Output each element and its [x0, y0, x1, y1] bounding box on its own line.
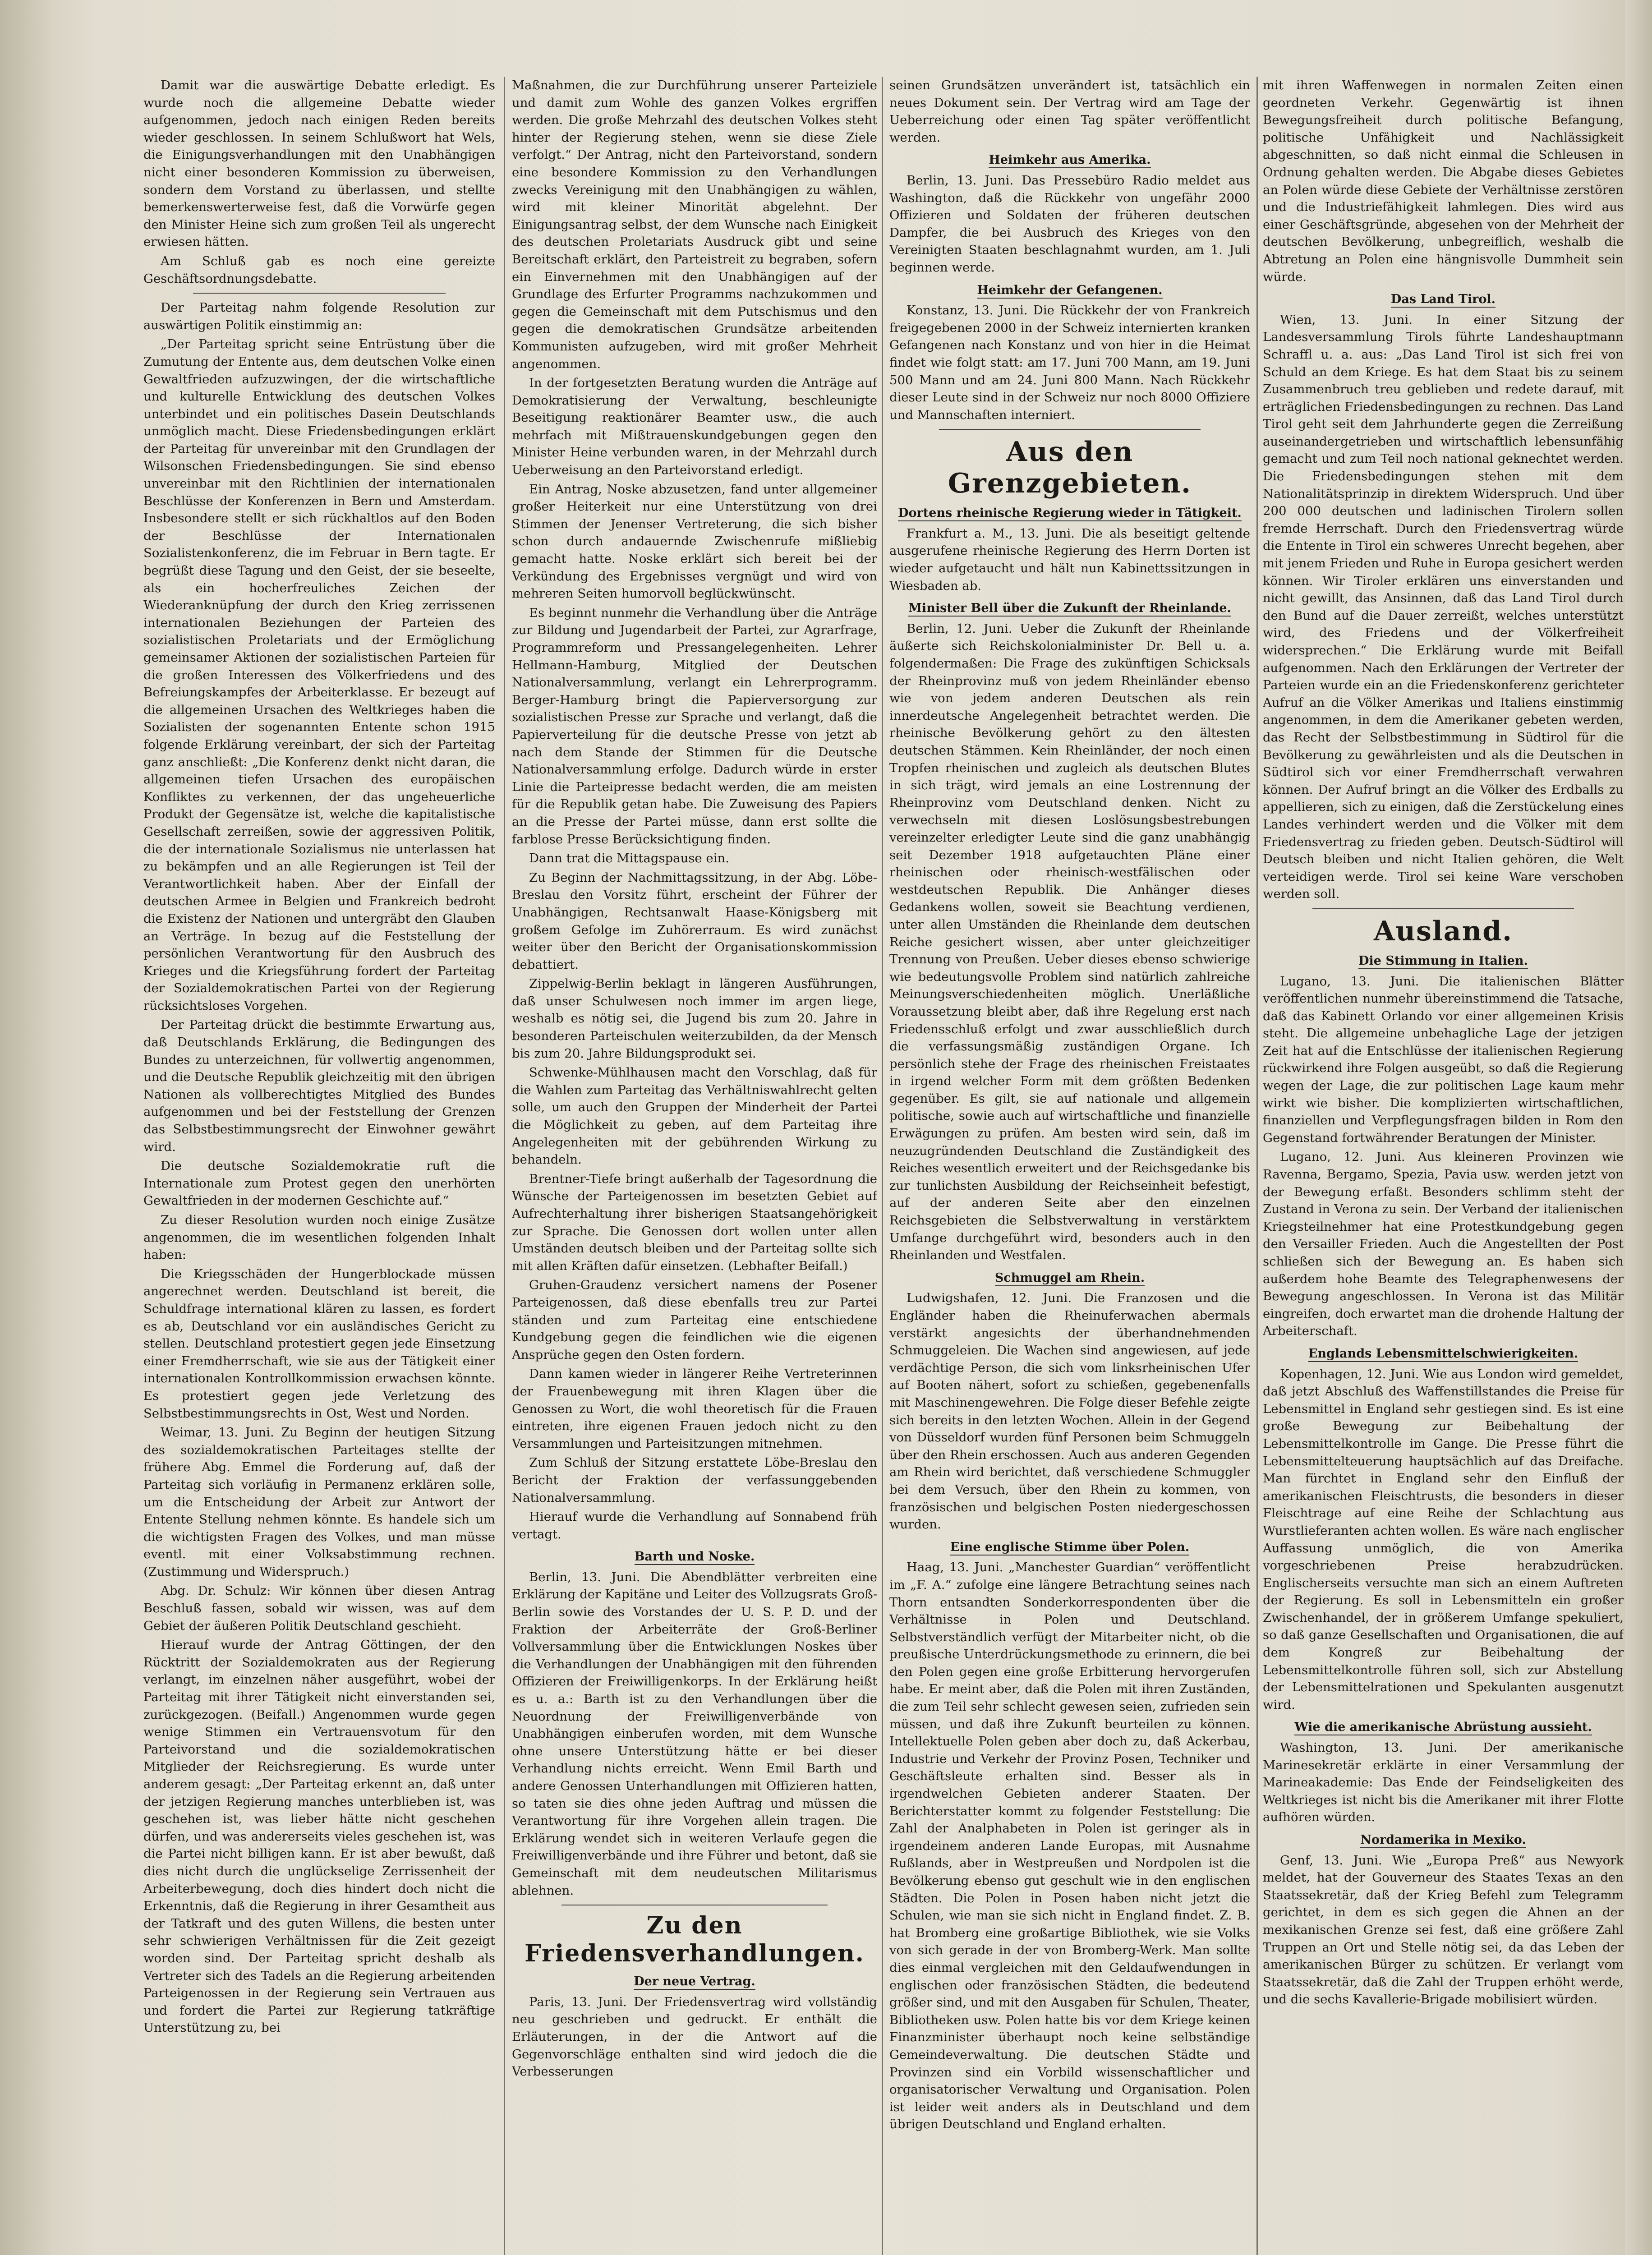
section-heading-text: Minister Bell über die Zukunft der Rheinlande. — [908, 601, 1231, 617]
paragraph: Konstanz, 13. Juni. Die Rückkehr der von Frankreich freigegebenen 2000 in der Schweiz internierten kranken Gefangenen nach Konstanz und von hier in die Heimat findet wie folgt statt: am 17. Juni 700 Mann, am 19. Juni 500 Mann und am 24. Juni 800 Mann. Nach Rückkehr dieser Leute sind in der Schweiz nur noch 8000 Offiziere und Mannschaften interniert. — [889, 303, 1250, 422]
paragraph: „Der Parteitag spricht seine Entrüstung über die Zumutung der Entente aus, dem deutschen Volke einen Gewaltfrieden aufzuzwingen, der die wirtschaftliche und kulturelle Entwicklung des deutschen Volkes unterbindet und ein politisches Dasein Deutschlands unmöglich macht. Diese Friedensbedingungen erklärt der Parteitag für unvereinbar mit den Grundlagen der Wilsonschen Friedensbedingungen. Sie sind ebenso unvereinbar mit den Richtlinien der internationalen Beschlüsse der Konferenzen in Bern und Amsterdam. Insbesondere stellt er sich rückhaltlos auf den Boden der Beschlüsse der Internationalen Sozialistenkonferenz, die im Februar in Bern tagte. Er begrüßt diese Tagung und den Geist, der sie beseelte, als ein hocherfreuliches Zeichen der Wiederanknüpfung der durch den Krieg zerrissenen internationalen Beziehungen der Parteien des sozialistischen Proletariats und der Ermöglichung gemeinsamer Aktionen der sozialistischen Parteien für die großen Interessen des Völkerfriedens und des Befreiungskampfes der Arbeiterklasse. Er bezeugt auf die allgemeinen Ursachen des Weltkrieges haben die Sozialisten der sogenannten Entente schon 1915 folgende Erklärung vereinbart, der sich der Parteitag ganz anschließt: „Die Konferenz denkt nicht daran, die allgemeinen tiefen Ursachen des europäischen Konfliktes zu verkennen, der das ungeheuerliche Produkt der Gegensätze ist, welche die kapitalistische Gesellschaft zerreißen, sowie der aggressiven Politik, die der internationale Sozialismus nie unterlassen hat zu bekämpfen und an alle Regierungen ist Teil der Verantwortlichkeit haben. Aber der Einfall der deutschen Armee in Belgien und Frankreich bedroht die Existenz der Nationen und untergräbt den Glauben an Verträge. In bezug auf die Feststellung der persönlichen Verantwortung für den Ausbruch des Krieges und die Kriegsführung fordert der Parteitag der Sozialdemokratischen Partei von der Regierung rücksichtsloses Vorgehen. — [143, 337, 495, 1013]
paragraph: Washington, 13. Juni. Der amerikanische Marinesekretär erklärte in einer Versammlung der Marineakademie: Das Ende der Feindseligkeiten des Weltkrieges ist nicht bis die Amerikaner mit ihrer Flotte aufhören würden. — [1263, 1740, 1624, 1825]
paragraph: Kopenhagen, 12. Juni. Wie aus London wird gemeldet, daß jetzt Abschluß des Waffenstillstandes die Preise für Lebensmittel in England sehr gestiegen sind. Es ist eine große Bewegung zur Beibehaltung der Lebensmittelkontrolle im Gange. Die Presse führt die Lebensmittelteuerung hauptsächlich auf das Dreifache. Man fürchtet in England sehr den Einfluß der amerikanischen Fleischtrusts, die besonders in dieser Fleischtrage auf eine Reihe der Schlachtung aus Wurstlieferanten achten wollen. Es wäre nach englischer Auffassung unmöglich, die von Amerika vorgeschriebenen Preise herabzudrücken. Englischerseits versuchte man sich an einem Auftreten der Regierung. Es soll in Lebensmitteln ein großer Zwischenhandel, der in größerem Umfange spekuliert, so daß ganze Gesellschaften und Organisationen, die auf dem Kongreß zur Beibehaltung der Lebensmittelkontrolle führen soll, sich zur Abstellung der Lebensmittelrationen und Spekulanten ausgenutzt wird. — [1263, 1367, 1624, 1712]
section-heading-text: Englands Lebensmittelschwierigkeiten. — [1308, 1347, 1578, 1362]
paragraph: Hierauf wurde die Verhandlung auf Sonnabend früh vertagt. — [512, 1509, 877, 1542]
column-rule — [882, 77, 883, 2255]
section-heading — [1263, 1832, 1624, 1849]
section-heading — [1263, 1719, 1624, 1736]
section-heading — [889, 1539, 1250, 1556]
section-heading-text: Heimkehr aus Amerika. — [989, 153, 1150, 168]
paragraph: Brentner-Tiefe bringt außerhalb der Tagesordnung die Wünsche der Parteigenossen im besetzten Gebiet auf Aufrechterhaltung ihrer bisherigen Staatsangehörigkeit zur Sprache. Die Genossen dort wollen unter allen Umständen deutsch bleiben und der Parteitag sollte sich mit allen Kräften dafür einsetzen. (Lebhafter Beifall.) — [512, 1171, 877, 1273]
paragraph: Zu dieser Resolution wurden noch einige Zusätze angenommen, die im wesentlichen folgenden Inhalt haben: — [143, 1213, 495, 1262]
section-heading-text: Der neue Vertrag. — [634, 1974, 755, 1990]
paragraph: Berlin, 13. Juni. Das Pressebüro Radio meldet aus Washington, daß die Rückkehr von ungefähr 2000 Offizieren und Soldaten der früheren deutschen Dampfer, die bei Ausbruch des Krieges von den Vereinigten Staaten beschlagnahmt wurden, am 1. Juli beginnen werde. — [889, 173, 1250, 275]
paragraph: Maßnahmen, die zur Durchführung unserer Parteiziele und damit zum Wohle des ganzen Volkes ergriffen werden. Die große Mehrzahl des deutschen Volkes steht hinter der Regierung stehen, wenn sie diese Ziele verfolgt.“ Der Antrag, nicht den Parteivorstand, sondern eine besondere Kommission zu den Verhandlungen zwecks Vereinigung mit den Unabhängigen zu wählen, wird mit kleiner Minorität abgelehnt. Der Einigungsantrag selbst, der dem Wunsche nach Einigkeit des deutschen Proletariats Ausdruck gibt und seine Bereitschaft erklärt, den Parteistreit zu begraben, sofern ein Einvernehmen mit den Unabhängigen auf der Grundlage des Erfurter Programms nachzukommen und gegen die Gemeinschaft mit dem Putschismus und den gegen die demokratischen Grundsätze arbeitenden Kommunisten aufzugeben, wird mit großer Mehrheit angenommen. — [512, 78, 877, 371]
paragraph: Die deutsche Sozialdemokratie ruft die Internationale zum Protest gegen den unerhörten Gewaltfrieden in der modernen Geschichte auf.“ — [143, 1159, 495, 1208]
paragraph: Zum Schluß der Sitzung erstattete Löbe-Breslau den Bericht der Fraktion der verfassunggebenden Nationalversammlung. — [512, 1455, 877, 1505]
paragraph: Berlin, 12. Juni. Ueber die Zukunft der Rheinlande äußerte sich Reichskolonialminister Dr. Bell u. a. folgendermaßen: Die Frage des zukünftigen Schicksals der Rheinprovinz muß von jedem Rheinländer ebenso wie von jedem anderen Deutschen als rein innerdeutsche Angelegenheit betrachtet werden. Die rheinische Bevölkerung gehört zu den ältesten deutschen Stämmen. Kein Rheinländer, der noch einen Tropfen rheinischen und zugleich als deutschen Blutes in sich trägt, wird jemals an eine Lostrennung der Rheinprovinz vom Deutschland denken. Nicht zu verwechseln mit diesen Loslösungsbestrebungen vereinzelter erledigter Leute sind die ganz unabhängig seit Dezember 1918 aufgetauchten Pläne einer rheinischen oder rheinisch-westfälischen oder westdeutschen Republik. Die Anhänger dieses Gedankens wollen, soweit sie Beachtung verdienen, unter allen Umständen die Rheinlande dem deutschen Reiche gesichert wissen, aber unter gleichzeitiger Trennung von Preußen. Ueber dieses ebenso schwierige wie bedeutungsvolle Problem sind natürlich zahlreiche Meinungsverschiedenheiten möglich. Unerläßliche Voraussetzung bleibt aber, daß ihre Regelung erst nach Friedensschluß erfolgt und zwar ausschließlich durch die verfassungsmäßig zuständigen Organe. Ich persönlich stehe der Frage des rheinischen Freistaates in irgend welcher Form mit dem größten Bedenken gegenüber. Es gilt, sie auf nationale und allgemein politische, sowie auch auf wirtschaftliche und finanzielle Erwägungen zu prüfen. Am besten wird sein, daß im neuzugründenden Deutschland die Zuständigkeit des Reiches wesentlich erweitert und der Reichsgedanke bis zur tunlichsten Ausbildung der Reichseinheit befestigt, auf der anderen Seite aber den einzelnen Reichsgebieten die Selbstverwaltung in verstärktem Umfange durchgeführt wird, besonders auch in den Rheinlanden und Westfalen. — [889, 621, 1250, 1263]
column-2 — [512, 77, 877, 2255]
scan-edge-right — [1625, 0, 1652, 2255]
column-4 — [1263, 77, 1624, 2255]
paragraph: Lugano, 12. Juni. Aus kleineren Provinzen wie Ravenna, Bergamo, Spezia, Pavia usw. werden jetzt von der Bewegung erfaßt. Besonders schlimm steht der Zustand in Verona zu sein. Der Verband der italienischen Kriegsteilnehmer hat eine Protestkundgebung gegen den Versailler Frieden. Auch die Angestellten der Post schließen sich der Bewegung an. Es haben sich außerdem hohe Beamte des Telegraphenwesens der Bewegung angeschlossen. In Verona ist das Militär eingreifen, doch erwartet man die drohende Haltung der Arbeiterschaft. — [1263, 1150, 1624, 1339]
column-3 — [889, 77, 1250, 2255]
divider — [193, 293, 446, 294]
section-heading — [1263, 1345, 1624, 1363]
paragraph: seinen Grundsätzen unverändert ist, tatsächlich ein neues Dokument sein. Der Vertrag wird am Tage der Ueberreichung oder einen Tag später veröffentlicht werden. — [889, 78, 1250, 145]
section-heading-text: Die Stimmung in Italien. — [1358, 954, 1528, 969]
section-heading — [889, 152, 1250, 169]
section-heading — [889, 505, 1250, 522]
paragraph: Zippelwig-Berlin beklagt in längeren Ausführungen, daß unser Schulwesen noch immer im argen liege, weshalb es nötig sei, die Jugend bis zum 20. Jahre in besonderen Parteischulen weiterzubilden, da der Mensch bis zum 20. Jahre Bildungsprodukt sei. — [512, 976, 877, 1061]
paragraph: Ludwigshafen, 12. Juni. Die Franzosen und die Engländer haben die Rheinuferwachen abermals verstärkt angesichts der überhandnehmenden Schmuggeleien. Die Wachen sind angewiesen, auf jede verdächtige Person, die sich vom linksrheinischen Ufer auf Booten nähert, sofort zu schießen, gegebenenfalls mit Maschinengewehren. Die Folge dieser Befehle zeigte sich bereits in den letzten Wochen. Allein in der Gegend von Düsseldorf wurden fünf Personen beim Schmuggeln über den Rhein erschossen. Auch aus anderen Gegenden am Rhein wird berichtet, daß verschiedene Schmuggler bei dem Versuch, über den Rhein zu kommen, von französischen und belgischen Posten niedergeschossen wurden. — [889, 1291, 1250, 1532]
paragraph: Am Schluß gab es noch eine gereizte Geschäftsordnungsdebatte. — [143, 253, 495, 286]
paragraph: Wien, 13. Juni. In einer Sitzung der Landesversammlung Tirols führte Landeshauptmann Schraffl u. a. aus: „Das Land Tirol ist sich frei von Schuld an dem Kriege. Es hat dem Staat bis zu seinem Zusammenbruch treu geblieben und redete darauf, mit erträglichen Friedensbedingungen zu rechnen. Das Land Tirol geht seit dem Jahrhunderte gegen die Zerreißung auseinandergetrieben und wirtschaftlich lebensunfähig gemacht und zum Teil noch national geknechtet werden. Die Friedensbedingungen stehen mit dem Nationalitätsprinzip in direktem Widerspruch. Und über 200 000 deutschen und ladinischen Tirolern sollen fremde Herrschaft. Durch den Friedensvertrag würde die Entente in Tirol ein schweres Unrecht begehen, aber mit jenem Frieden und Ruhe in Europa gesichert werden können. Wir Tiroler erklären uns einverstanden und nicht gewillt, das Ansinnen, daß das Land Tirol durch den Bund auf die Dauer zerreißt, welches unterstützt wird, des Friedens und der Völkerfreiheit widersprechen.“ Die Erklärung wurde mit Beifall aufgenommen. Nach den Erklärungen der Vertreter der Parteien wurde ein an die Friedenskonferenz gerichteter Aufruf an die Völker Amerikas und Italiens einstimmig angenommen, in dem die Amerikaner gebeten werden, das Recht der Selbstbestimmung in Südtirol für die Bevölkerung zu gewährleisten und als die Deutschen in Südtirol sich vor einer Fremdherrschaft verwahren können. Der Aufruf bringt an die Völker des Erdballs zu appellieren, sich zu einigen, daß die Zerstückelung eines Landes verhindert werden und die Völker mit dem Friedensvertrag zu frieden geben. Deutsch-Südtirol will Deutsch bleiben und nicht Italien gehören, die Welt verteidigen werde. Tirol sei keine Ware verschoben werden soll. — [1263, 312, 1624, 902]
divider — [939, 429, 1201, 430]
paragraph: Dann trat die Mittagspause ein. — [529, 851, 729, 866]
major-heading: Aus den Grenzgebieten. — [948, 436, 1192, 500]
section-heading-text: Schmuggel am Rhein. — [995, 1271, 1145, 1286]
scan-edge-left — [0, 0, 50, 2255]
paragraph: Berlin, 13. Juni. Die Abendblätter verbreiten eine Erklärung der Kapitäne und Leiter des Vollzugsrats Groß-Berlin sowie des Vorstandes der U. S. P. D. und der Fraktion der Arbeiterräte der Groß-Berliner Vollversammlung über die Entwicklungen Noskes über die Verhandlungen der Unabhängigen mit den führenden Offizieren der Freiwilligenkorps. In der Erklärung heißt es u. a.: Barth ist zu den Verhandlungen über die Neuordnung der Freiwilligenverbände von Unabhängigen einberufen worden, mit dem Wunsche ohne unsere Unterstützung hätte er bei dieser Verhandlung nichts erreicht. Wenn Emil Barth und andere Genossen Unterhandlungen mit Offizieren hatten, so taten sie dies ohne jeden Auftrag und müssen die Verantwortung für ihre Vorgehen allein tragen. Die Erklärung wendet sich in weiteren Verlaufe gegen die Freiwilligenverbände und ihre Führer und betont, daß sie Gemeinschaft mit dem neudeutschen Militarismus ablehnen. — [512, 1569, 877, 1898]
section-heading-text: Wie die amerikanische Abrüstung aussieht. — [1294, 1720, 1592, 1735]
section-heading-text: Nordamerika in Mexiko. — [1360, 1833, 1526, 1848]
section-heading-text: Dortens rheinische Regierung wieder in Tätigkeit. — [898, 506, 1242, 521]
section-heading — [889, 282, 1250, 299]
paragraph: Lugano, 13. Juni. Die italienischen Blätter veröffentlichen nunmehr übereinstimmend die Tatsache, daß das Kabinett Orlando vor einer allgemeinen Krisis steht. Die allgemeine unbehagliche Lage der jetzigen Zeit hat auf die Entschlüsse der italienischen Regierung rückwirkend ihre Folgen ausgeübt, so daß die Regierung wegen der Lage, die zur politischen Lage kaum mehr wirkt wie bisher. Die komplizierten wirtschaftlichen, finanziellen und Verpflegungsfragen bilden in Rom den Gegenstand fortwährender Beratungen der Minister. — [1263, 974, 1624, 1145]
section-heading-text: Heimkehr der Gefangenen. — [977, 283, 1162, 299]
paragraph: Der Parteitag nahm folgende Resolution zur auswärtigen Politik einstimmig an: — [143, 300, 495, 332]
divider — [1312, 908, 1574, 909]
major-heading: Zu den Friedensverhandlungen. — [525, 1912, 865, 1968]
column-rule — [1256, 77, 1258, 2255]
section-heading — [1263, 291, 1624, 308]
column-1 — [143, 77, 495, 2255]
paragraph: Der Parteitag drückt die bestimmte Erwartung aus, daß Deutschlands Erklärung, die Bedingungen des Bundes zu unterzeichnen, für vollwertig angenommen, und die Deutsche Republik gleichzeitig mit den übrigen Nationen als vollberechtigtes Mitglied des Bundes aufgenommen und bei der Feststellung der Grenzen das Selbstbestimmungsrecht der Einwohner gewährt wird. — [143, 1017, 495, 1154]
paragraph: Gruhen-Graudenz versichert namens der Posener Parteigenossen, daß diese ebenfalls treu zur Partei ständen und zum Parteitag eine entschiedene Kundgebung gegen die feindlichen wie die eigenen Ansprüche gegen den Osten fordern. — [512, 1278, 877, 1362]
paragraph: Genf, 13. Juni. Wie „Europa Preß“ aus Newyork meldet, hat der Gouverneur des Staates Texas an den Staatssekretär, daß der Krieg Befehl zum Telegramm gerichtet, in dem es sich gegen die Ahnen an der mexikanischen Grenze sei fest, daß eine größere Zahl Truppen an Ort und Stelle nötig sei, da das Leben der amerikanischen Bürger zu schützen. Er verlangt vom Staatssekretär, daß die Zahl der Truppen erhöht werde, und die sechs Kavallerie-Brigade mobilisiert würden. — [1263, 1853, 1624, 2007]
paragraph: Paris, 13. Juni. Der Friedensvertrag wird vollständig neu geschrieben und gedruckt. Er enthält die Erläuterungen, in der die Antwort auf die Gegenvorschläge enthalten sind wird jedoch die die Verbesserungen — [512, 1994, 877, 2079]
column-rule — [504, 77, 505, 2255]
section-heading-text: Eine englische Stimme über Polen. — [950, 1540, 1189, 1555]
paragraph: In der fortgesetzten Beratung wurden die Anträge auf Demokratisierung der Verwaltung, beschleunigte Beseitigung reaktionärer Beamter usw., die auch mehrfach mit Mißtrauenskundgebungen gegen den Minister Heine verbunden waren, in der Mehrzahl durch Ueberweisung an den Parteivorstand erledigt. — [512, 376, 877, 478]
paragraph: Haag, 13. Juni. „Manchester Guardian“ veröffentlicht im „F. A.“ zufolge eine längere Betrachtung seines nach Thorn entsandten Sonderkorrespondenten über die Verhältnisse in Polen und Deutschland. Selbstverständlich verfügt der Mitarbeiter nicht, ob die preußische Unterdrückungsmethode zu erinnern, die bei den Polen gegen eine große Erbitterung hervorgerufen habe. Er meint aber, daß die Polen mit ihren Zuständen, die zum Teil sehr schlecht gewesen seien, zufrieden sein müssen, und daß ihre Zukunft beurteilen zu können. Intellektuelle Polen geben aber doch zu, daß Ackerbau, Industrie und Verkehr der Provinz Posen, Techniker und Geschäftsleute erhalten sind. Besser als in irgendwelchen Gebieten anderer Staaten. Der Berichterstatter kommt zu folgender Feststellung: Die Zahl der Analphabeten in Polen ist geringer als in irgendeinem anderen Lande Europas, mit Ausnahme Rußlands, aber in Westpreußen und Nordpolen ist die Bevölkerung ebenso gut geschult wie in den englischen Städten. Die Polen in Posen haben nicht jetzt die Schulen, wie man sie sich nicht in England findet. Z. B. hat Bromberg eine großartige Bibliothek, wie sie Volks von sich gerade in der von Bromberg-Werk. Man sollte dies einmal vergleichen mit den Geldaufwendungen in englischen oder französischen Städten, die bedeutend größer sind, und mit den Ausgaben für Schulen, Theater, Bibliotheken usw. Polen hatte bis vor dem Kriege keinen Finanzminister überhaupt noch keine selbständige Gemeindeverwaltung. Die deutschen Städte und Provinzen sind ein Vorbild wissenschaftlicher und organisatorischer Verwaltung und Organisation. Polen ist leider weit anders als in Deutschland und dem übrigen Deutschland und England erhalten. — [889, 1560, 1250, 2132]
major-heading: Ausland. — [1373, 915, 1513, 947]
paragraph: Damit war die auswärtige Debatte erledigt. Es wurde noch die allgemeine Debatte wieder aufgenommen, jedoch nach einigen Reden bereits wieder geschlossen. In seinem Schlußwort hat Wels, die Einigungsverhandlungen mit den Unabhängigen nicht einer besonderen Kommission zu überweisen, sondern dem Vorstand zu überlassen, und stellte bemerkenswerterweise fest, daß die Vorwürfe gegen den Minister Heine sich zum großen Teil als ungerecht erwiesen hätten. — [143, 78, 495, 249]
paragraph: Schwenke-Mühlhausen macht den Vorschlag, daß für die Wahlen zum Parteitag das Verhältniswahlrecht gelten solle, um auch den Gruppen der Minderheit der Partei die Möglichkeit zu geben, auf dem Parteitag ihre Angelegenheiten mit der gebührenden Wirkung zu behandeln. — [512, 1065, 877, 1167]
paragraph: Es beginnt nunmehr die Verhandlung über die Anträge zur Bildung und Jugendarbeit der Partei, zur Agrarfrage, Programmreform und Pressangelegenheiten. Lehrer Hellmann-Hamburg, Mitglied der Deutschen Nationalversammlung, verlangt ein Lehrerprogramm. Berger-Hamburg bringt die Papierversorgung zur sozialistischen Presse zur Sprache und verlangt, daß die Papierverteilung für die deutsche Presse von jetzt ab nach dem Stande der Stimmen für die Deutsche Nationalversammlung erfolge. Dadurch würde in erster Linie die Parteipresse bedacht werden, die am meisten für die Republik getan habe. Die Zuweisung des Papiers an die Presse der Partei müsse, dann erst sollte die farblose Presse Berücksichtigung finden. — [512, 605, 877, 847]
section-heading — [889, 600, 1250, 617]
paragraph: Ein Antrag, Noske abzusetzen, fand unter allgemeiner großer Heiterkeit nur eine Unterstützung von drei Stimmen der Jenenser Vertreterung, die sich bisher schon durch andauernde Zwischenrufe mißliebig gemacht hatte. Noske erklärt sich bereit bei der Verkündung des Ergebnisses vergnügt und wird von mehreren Seiten humorvoll beglückwünscht. — [512, 482, 877, 601]
paragraph: Zu Beginn der Nachmittagssitzung, in der Abg. Löbe-Breslau den Vorsitz führt, erscheint der Führer der Unabhängigen, Rechtsanwalt Haase-Königsberg mit großem Gefolge im Zuhörerraum. Es wird zunächst weiter über den Bericht der Organisationskommission debattiert. — [512, 870, 877, 972]
section-heading-text: Das Land Tirol. — [1391, 292, 1496, 308]
paragraph: Weimar, 13. Juni. Zu Beginn der heutigen Sitzung des sozialdemokratischen Parteitages stellte der frühere Abg. Emmel die Forderung auf, daß der Parteitag sich vorläufig in Permanenz erklären solle, um die Entscheidung der Arbeit zur Antwort der Entente Stellung nehmen könnte. Es handele sich um die wichtigsten Fragen des Volkes, und man müsse eventl. mit einer Volksabstimmung rechnen. (Zustimmung und Widerspruch.) — [143, 1425, 495, 1579]
section-heading — [512, 1973, 877, 1991]
paragraph: Die Kriegsschäden der Hungerblockade müssen angerechnet werden. Deutschland ist bereit, die Schuldfrage international klären zu lassen, es fordert es ab, Deutschland vor ein ausländisches Gericht zu stellen. Deutschland protestiert gegen jede Einsetzung einer Fremdherrschaft, wie sie aus der Tätigkeit einer internationalen Kontrollkommission erwachsen könnte. Es protestiert gegen jede Verletzung des Selbstbestimmungsrechts in Ost, West und Norden. — [143, 1266, 495, 1421]
paragraph: Frankfurt a. M., 13. Juni. Die als beseitigt geltende ausgerufene rheinische Regierung des Herrn Dorten ist wieder aufgetaucht und hält nun Kabinettssitzungen in Wiesbaden ab. — [889, 526, 1250, 593]
paragraph: Abg. Dr. Schulz: Wir können über diesen Antrag Beschluß fassen, sobald wir wissen, was auf dem Gebiet der äußeren Politik Deutschland geschieht. — [143, 1583, 495, 1633]
paragraph: Dann kamen wieder in längerer Reihe Vertreterinnen der Frauenbewegung mit ihren Klagen über die Genossen zu Wort, die wohl theoretisch für die Frauen eintreten, ihre eigenen Frauen jedoch nicht zu den Versammlungen und Parteisitzungen mitnehmen. — [512, 1367, 877, 1451]
paragraph: mit ihren Waffenwegen in normalen Zeiten einen geordneten Verkehr. Gegenwärtig ist ihnen Bewegungsfreiheit durch politische Befangung, politische Unfähigkeit und Nachlässigkeit abgeschnitten, so daß nicht einmal die Schleusen in Ordnung gehalten werden. Die Abgabe dieses Gebietes an Polen würde diese Gebiete der Verhältnisse zerstören und die Industriefähigkeit lahmlegen. Dies wird aus einer Geschäftsgründe, abgesehen von der Mehrheit der deutschen Bevölkerung, unbegreiflich, weshalb die Abtretung an Polen eine hängnisvolle Dummheit sein würde. — [1263, 78, 1624, 284]
section-heading — [889, 1270, 1250, 1287]
section-heading — [1263, 953, 1624, 970]
section-heading-text: Barth und Noske. — [635, 1550, 755, 1565]
paragraph: Hierauf wurde der Antrag Göttingen, der den Rücktritt der Sozialdemokraten aus der Regierung verlangt, im einzelnen näher ausgeführt, wobei der Parteitag mit ihrer Tätigkeit nicht einverstanden sei, zurückgezogen. (Beifall.) Angenommen wurde gegen wenige Stimmen ein Vertrauensvotum für den Parteivorstand und die sozialdemokratischen Mitglieder der Reichsregierung. Es wurde unter anderem gesagt: „Der Parteitag erkennt an, daß unter der jetzigen Regierung manches unterblieben ist, was geschehen ist, was lieber hätte nicht geschehen dürfen, und was andererseits vieles geschehen ist, was die Partei nicht billigen kann. Er ist aber bewußt, daß dies nicht durch die unglückselige Zerrissenheit der Arbeiterbewegung, doch dies hindert doch nicht die Erkenntnis, daß die Regierung in ihrer Gesamtheit aus der Tatkraft und des guten Willens, die besten unter sehr schwierigen Verhältnissen für die Zeit gezeigt worden sind. Der Parteitag spricht deshalb als Vertreter sich des Tadels an die Regierung arbeitenden Parteigenossen in der Regierung sein Vertrauen aus und fordert die Partei zur Regierung tatkräftige Unterstützung zu, bei — [143, 1638, 495, 2035]
section-heading — [512, 1548, 877, 1566]
